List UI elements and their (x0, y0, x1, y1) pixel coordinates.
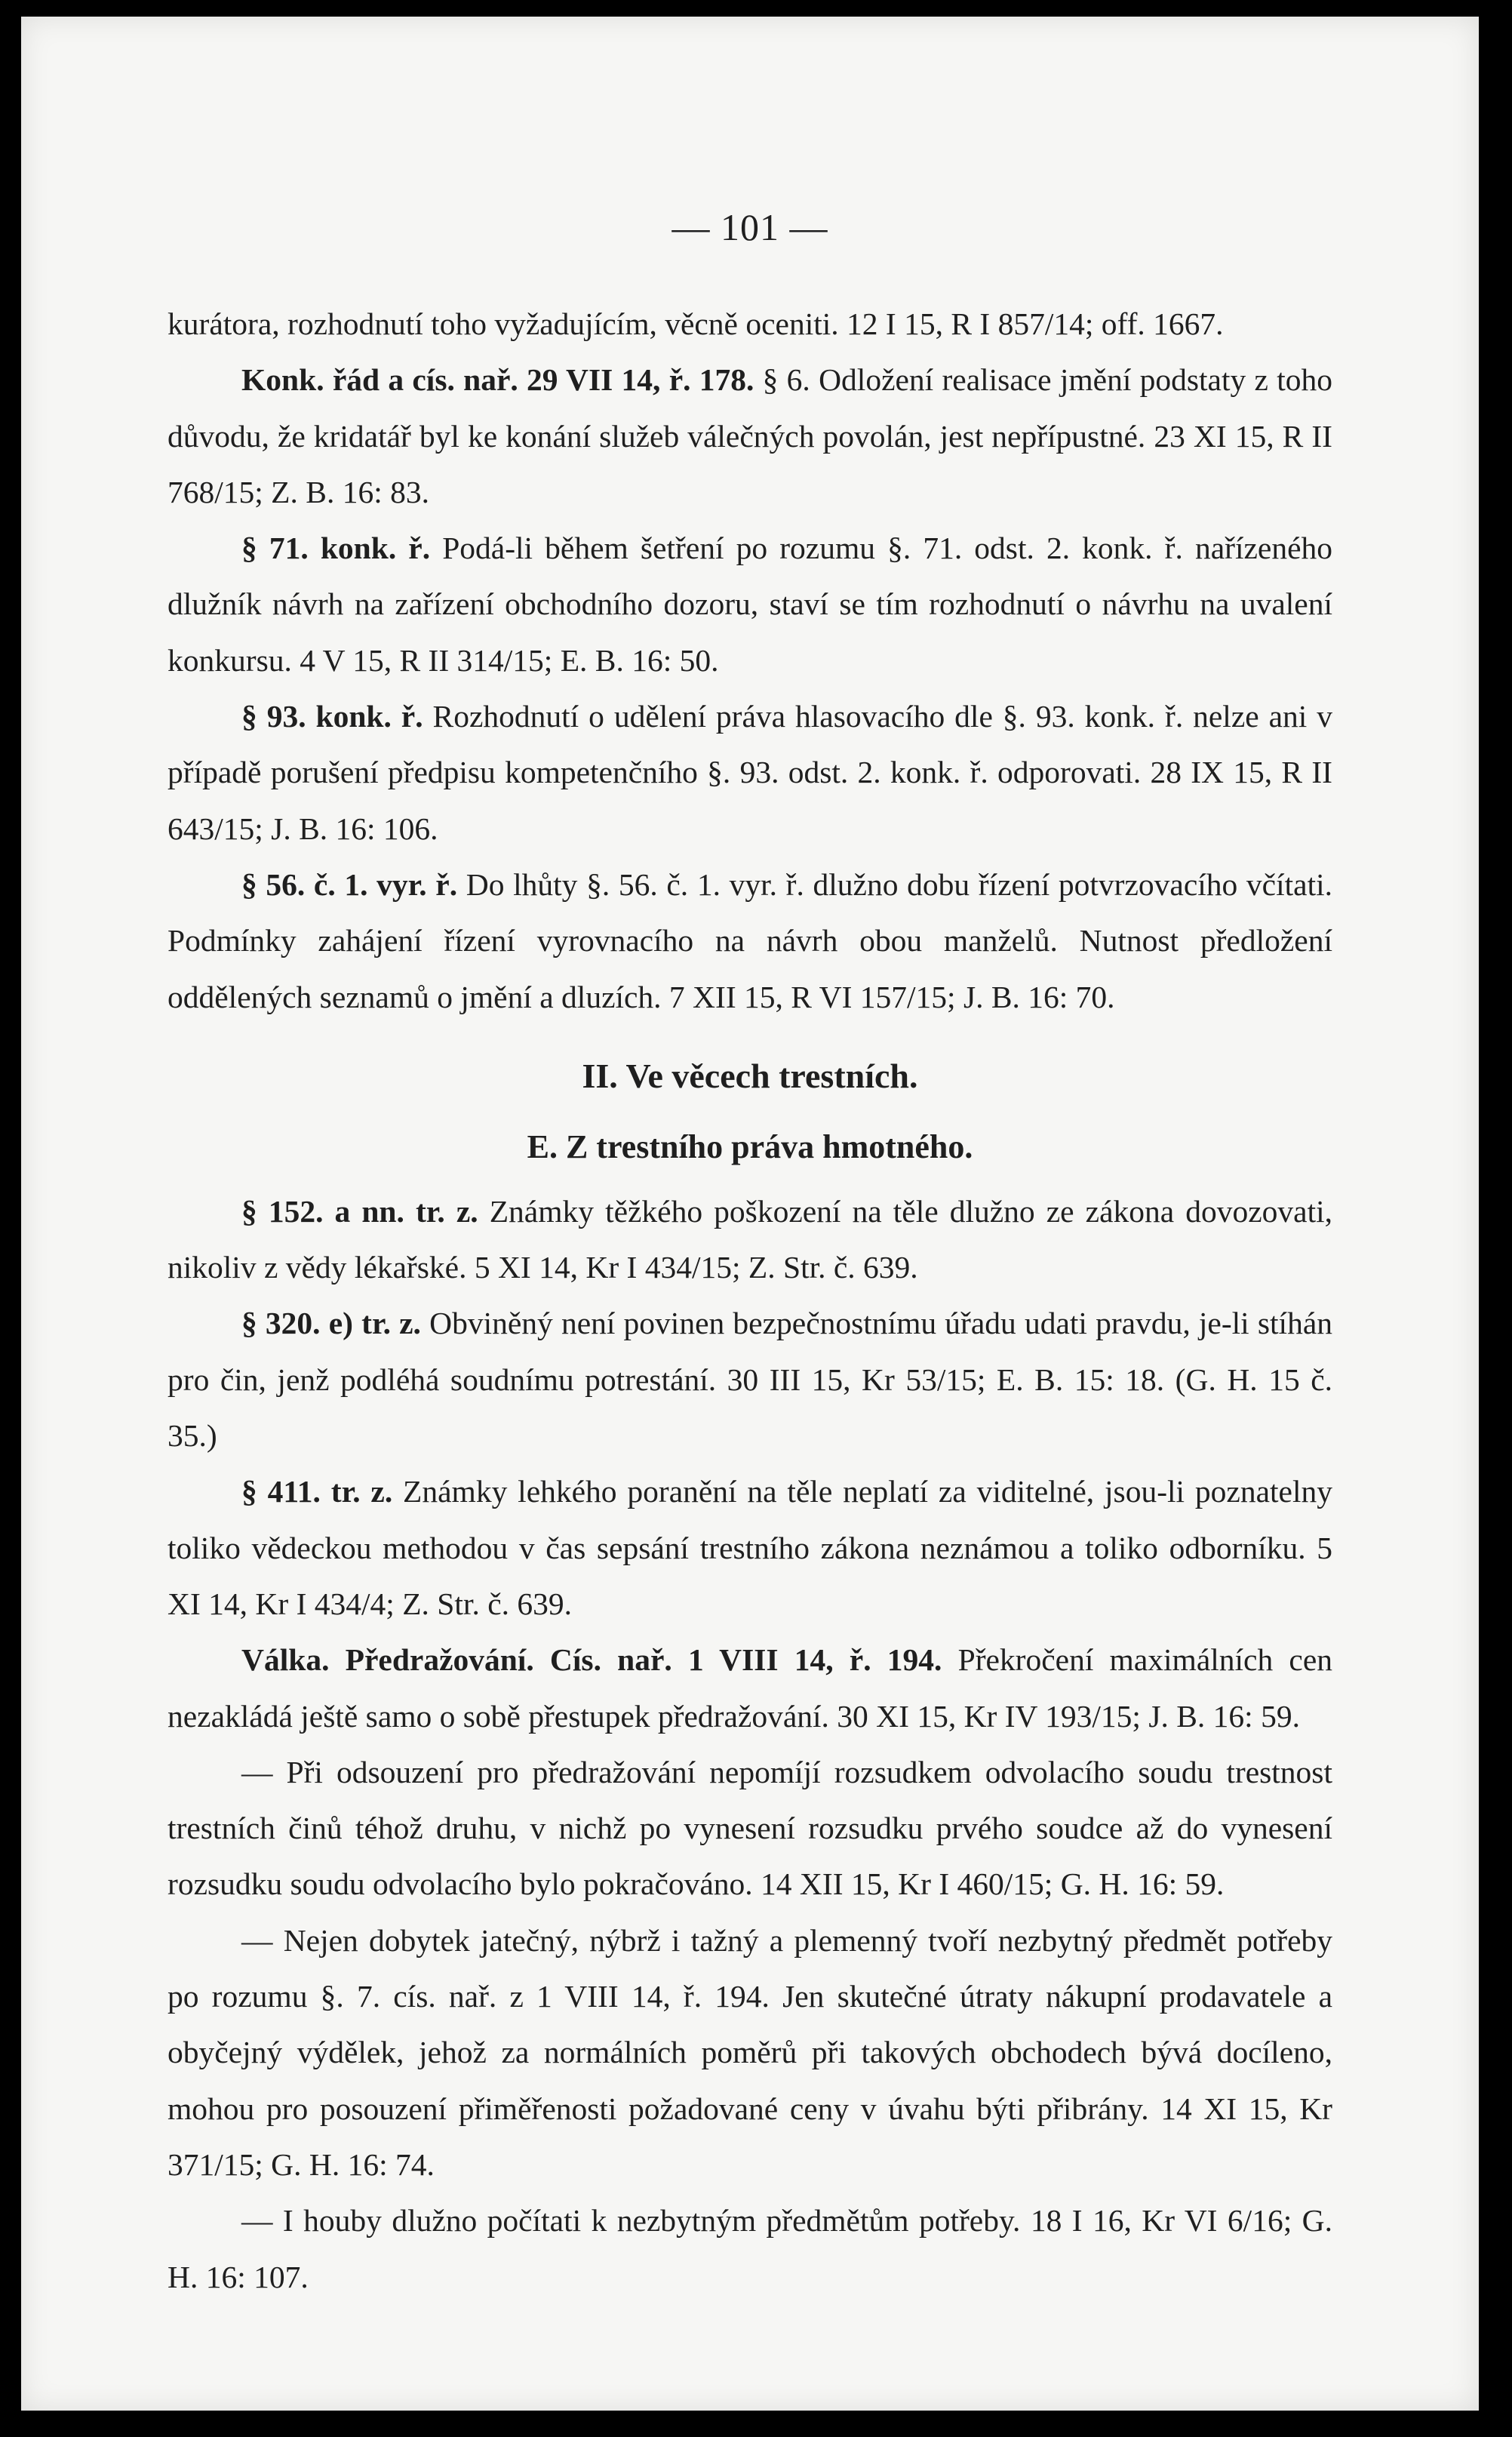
paragraph-4: § 93. konk. ř. Rozhodnutí o udělení práva hlasovacího dle §. 93. konk. ř. nelze ani v případě porušení předpisu kompetenčního §. 93. odst. 2. konk. ř. odporovati. 28 IX 15, R II 643/15; J. B. 16: 106. (167, 699, 1332, 846)
paragraph-11: — Nejen dobytek jatečný, nýbrž i tažný a plemenný tvoří nezbytný předmět potřeby po rozumu §. 7. cís. nař. z 1 VIII 14, ř. 194. Jen skutečné útraty nákupní prodavatele a obyčejný výdělek, jehož za normálních poměrů při takových obchodech bývá docíleno, mohou pro posouzení přiměřenosti požadované ceny v úvahu býti přibrány. 14 XI 15, Kr 371/15; G. H. 16: 74. (167, 1922, 1332, 2182)
page-body (167, 296, 1332, 2305)
paragraph-3: § 71. konk. ř. Podá-li během šetření po rozumu §. 71. odst. 2. konk. ř. nařízeného dlužník návrh na zařízení obchodního dozoru, staví se tím rozhodnutí o návrhu na uvalení konkursu. 4 V 15, R II 314/15; E. B. 16: 50. (167, 531, 1332, 678)
subsection-heading: E. Z trestního práva hmotného. (527, 1128, 973, 1165)
paragraph-5: § 56. č. 1. vyr. ř. Do lhůty §. 56. č. 1. vyr. ř. dlužno dobu řízení potvrzovacího včítati. Podmínky zahájení řízení vyrovnacího na návrh obou manželů. Nutnost předložení oddělených seznamů o jmění a dluzích. 7 XII 15, R VI 157/15; J. B. 16: 70. (167, 866, 1332, 1014)
paragraph-9: Válka. Předražování. Cís. nař. 1 VIII 14, ř. 194. Překročení maximálních cen nezakládá ještě samo o sobě přestupek předražování. 30 XI 15, Kr IV 193/15; J. B. 16: 59. (167, 1642, 1332, 1734)
paragraph-1: kurátora, rozhodnutí toho vyžadujícím, věcně oceniti. 12 I 15, R I 857/14; off. 1667. (167, 306, 1224, 341)
paragraph-12: — I houby dlužno počítati k nezbytným předmětům potřeby. 18 I 16, Kr VI 6/16; G. H. 16: 107. (167, 2203, 1332, 2294)
paragraph-6: § 152. a nn. tr. z. Známky těžkého poškození na těle dlužno ze zákona dovozovati, nikoliv z vědy lékařské. 5 XI 14, Kr I 434/15; Z. Str. č. 639. (167, 1193, 1333, 1285)
paragraph-8: § 411. tr. z. Známky lehkého poranění na těle neplatí za viditelné, jsou-li poznatelny toliko vědeckou methodou v čas sepsání trestního zákona neznámou a toliko odborníku. 5 XI 14, Kr I 434/4; Z. Str. č. 639. (167, 1474, 1332, 1621)
paragraph-2: Konk. řád a cís. nař. 29 VII 14, ř. 178. § 6. Odložení realisace jmění podstaty z toho důvodu, že kridatář byl ke konání služeb válečných povolán, jest nepřípustné. 23 XI 15, R II 768/15; Z. B. 16: 83. (167, 362, 1332, 509)
paragraph-10: — Při odsouzení pro předražování nepomíjí rozsudkem odvolacího soudu trestnost trestních činů téhož druhu, v nichž po vynesení rozsudku prvého soudce až do vynesení rozsudku soudu odvolacího bylo pokračováno. 14 XII 15, Kr I 460/15; G. H. 16: 59. (167, 1754, 1332, 1902)
paragraph-7: § 320. e) tr. z. Obviněný není povinen bezpečnostnímu úřadu udati pravdu, je-li stíhán pro čin, jenž podléhá soudnímu potrestání. 30 III 15, Kr 53/15; E. B. 15: 18. (G. H. 15 č. 35.) (167, 1306, 1333, 1454)
book-page (21, 17, 1479, 2411)
page-number: — 101 — (671, 206, 828, 248)
section-heading: II. Ve věcech trestních. (582, 1056, 918, 1095)
